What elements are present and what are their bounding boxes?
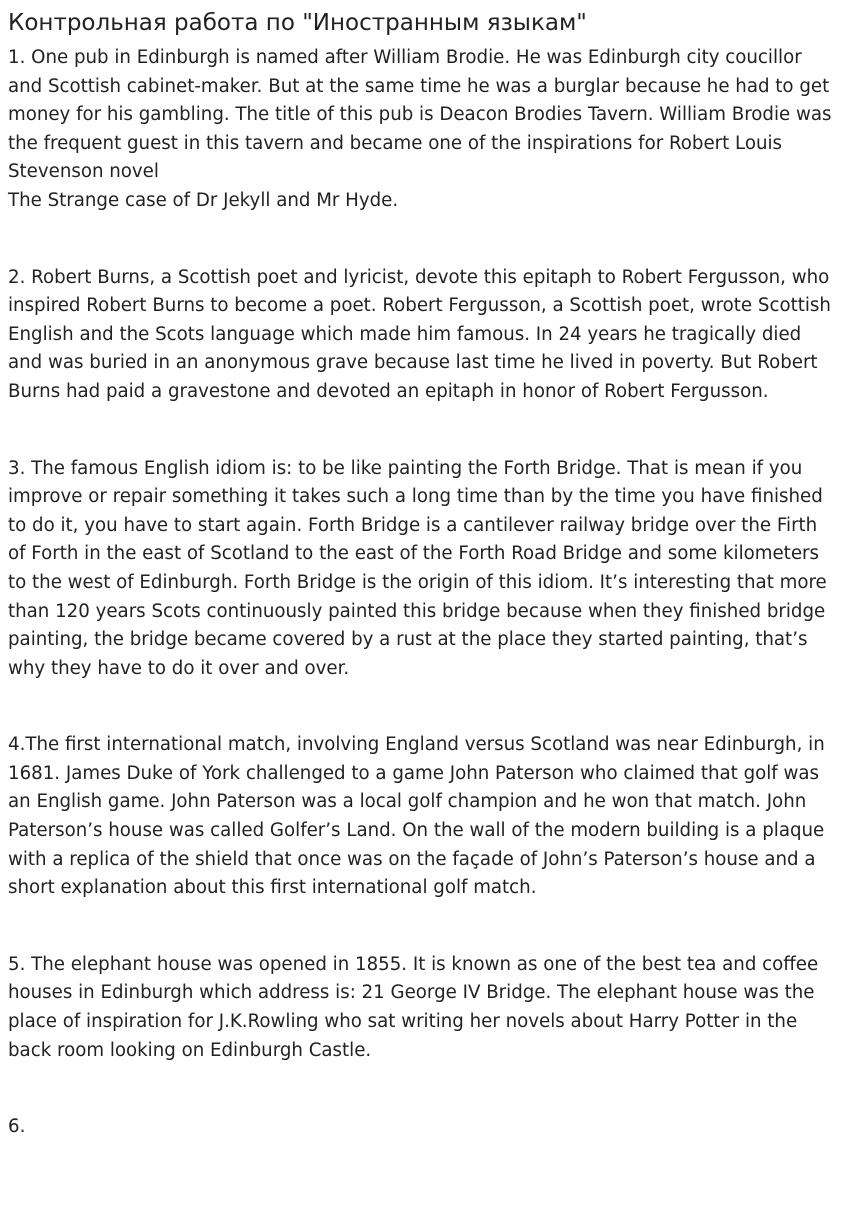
paragraph-3: 3. The famous English idiom is: to be like painting the Forth Bridge. That is mean if you improve or repair something it takes such a long time than by the time you have finished to do it, you have to start again. Forth Bridge is a cantilever railway bridge over the Firth of Forth in the east of Scotland to the east of the Forth Road Bridge and some kilometers to the west of Edinburgh. Forth Bridge is the origin of this idiom. It’s interesting that more than 120 years Scots continuously painted this bridge because when they finished bridge painting, the bridge became covered by a rust at the place they started painting, that’s why they have to do it over and over. xyxy=(8,457,827,679)
paragraph-2: 2. Robert Burns, a Scottish poet and lyricist, devote this epitaph to Robert Fergusson, who inspired Robert Burns to become a poet. Robert Fergusson, a Scottish poet, wrote Scottish English and the Scots language which made him famous. In 24 years he tragically died and was buried in an anonymous grave because last time he lived in poverty. But Robert Burns had paid a gravestone and devoted an epitaph in honor of Robert Fergusson. xyxy=(8,266,831,402)
paragraph-4: 4.The first international match, involving England versus Scotland was near Edinburgh, in 1681. James Duke of York challenged to a game John Paterson who claimed that golf was an English game. John Paterson was a local golf champion and he won that match. John Paterson’s house was called Golfer’s Land. On the wall of the modern building is a plaque with a replica of the shield that once was on the façade of John’s Paterson’s house and a short explanation about this first international golf match. xyxy=(8,734,825,899)
paragraph-5: 5. The elephant house was opened in 1855. It is known as one of the best tea and coffee houses in Edinburgh which address is: 21 George IV Bridge. The elephant house was the place of inspiration for J.K.Rowling who sat writing her novels about Harry Potter in the back room looking on Edinburgh Castle. xyxy=(8,953,819,1061)
paragraph-1-novel-title: The Strange case of Dr Jekyll and Mr Hyde. xyxy=(8,189,399,211)
paragraph-6: 6. xyxy=(8,1116,26,1138)
document-title: Контрольная работа по "Иностранным языкам" xyxy=(8,10,587,36)
paragraph-1-text: 1. One pub in Edinburgh is named after William Brodie. He was Edinburgh city coucillor and Scottish cabinet-maker. But at the same time he was a burglar because he had to get money for his gambling. The title of this pub is Deacon Brodies Tavern. William Brodie was the frequent guest in this tavern and became one of the inspirations for Robert Louis Stevenson novel xyxy=(8,47,832,183)
paragraph-1 xyxy=(8,44,839,216)
